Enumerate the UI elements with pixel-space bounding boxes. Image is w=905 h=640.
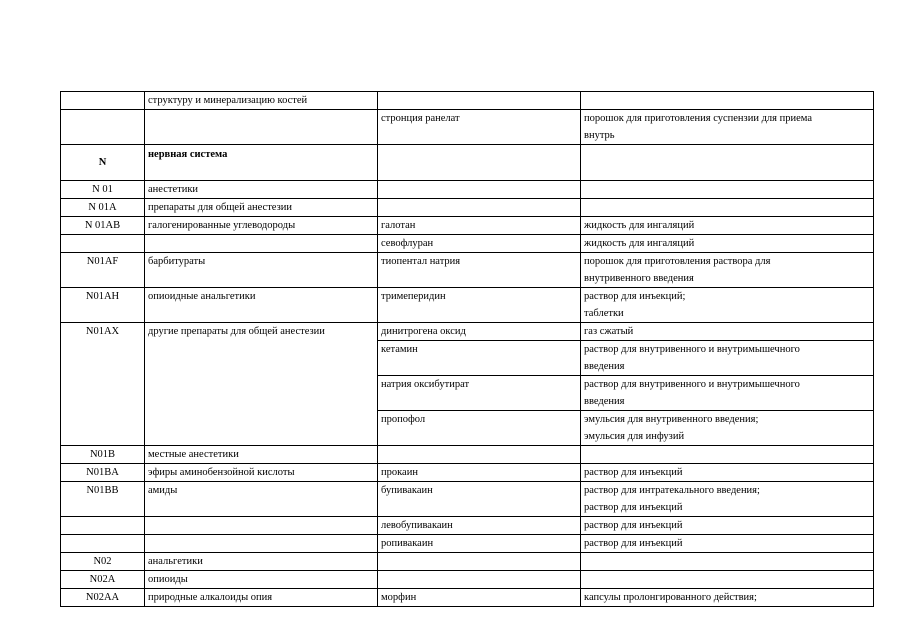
dosage-form-cell xyxy=(581,92,874,110)
anatomical-therapeutic-group-cell xyxy=(145,235,378,253)
anatomical-therapeutic-group-cell: структуру и минерализацию костей xyxy=(145,92,378,110)
drug-name-cell xyxy=(378,553,581,571)
dosage-form-cell xyxy=(581,110,874,145)
atc-code-cell: N01BA xyxy=(61,464,145,482)
table-row xyxy=(61,110,874,145)
dosage-form-cell xyxy=(581,235,874,253)
drug-name-cell xyxy=(378,446,581,464)
anatomical-therapeutic-group-cell: анестетики xyxy=(145,181,378,199)
table-row xyxy=(61,482,874,517)
drug-name-cell xyxy=(378,92,581,110)
table-row xyxy=(61,553,874,571)
anatomical-therapeutic-group-cell: галогенированные углеводороды xyxy=(145,217,378,235)
dosage-form-line: раствор для инъекций xyxy=(584,467,683,478)
drug-name-cell: прокаин xyxy=(378,464,581,482)
dosage-form-cell xyxy=(581,482,874,517)
dosage-form-line: раствор для инъекций xyxy=(584,538,683,549)
dosage-form-line: таблетки xyxy=(584,308,624,319)
drug-name-cell xyxy=(378,181,581,199)
atc-code-cell: N01B xyxy=(61,446,145,464)
drug-name-cell xyxy=(378,145,581,181)
dosage-form-line: внутривенного введения xyxy=(584,273,694,284)
atc-code-cell: N01AH xyxy=(61,288,145,323)
anatomical-therapeutic-group-cell: природные алкалоиды опия xyxy=(145,589,378,607)
table-row xyxy=(61,253,874,288)
anatomical-therapeutic-group-cell: препараты для общей анестезии xyxy=(145,199,378,217)
dosage-form-line xyxy=(584,571,870,588)
atc-code-cell: N02 xyxy=(61,553,145,571)
dosage-form-line: жидкость для ингаляций xyxy=(584,238,695,249)
drug-name-cell: морфин xyxy=(378,589,581,607)
dosage-form-cell xyxy=(581,411,874,446)
dosage-form-cell xyxy=(581,571,874,589)
dosage-form-line: жидкость для ингаляций xyxy=(584,220,695,231)
drug-name-cell: бупивакаин xyxy=(378,482,581,517)
dosage-form-line: внутрь xyxy=(584,130,615,141)
dosage-form-cell xyxy=(581,376,874,411)
atc-code-cell: N xyxy=(61,145,145,181)
dosage-form-cell xyxy=(581,553,874,571)
table-row xyxy=(61,464,874,482)
atc-code-cell xyxy=(61,517,145,535)
anatomical-therapeutic-group-cell xyxy=(145,535,378,553)
drug-name-cell: левобупивакаин xyxy=(378,517,581,535)
dosage-form-cell xyxy=(581,341,874,376)
table-row xyxy=(61,535,874,553)
anatomical-therapeutic-group-cell: барбитураты xyxy=(145,253,378,288)
anatomical-therapeutic-group-cell: местные анестетики xyxy=(145,446,378,464)
drug-name-cell: севофлуран xyxy=(378,235,581,253)
drug-classification-table xyxy=(60,91,874,607)
table-row xyxy=(61,288,874,323)
drug-name-cell: кетамин xyxy=(378,341,581,376)
dosage-form-line xyxy=(584,154,870,171)
atc-code-cell: N02A xyxy=(61,571,145,589)
atc-code-cell xyxy=(61,235,145,253)
drug-name-cell: тиопентал натрия xyxy=(378,253,581,288)
dosage-form-line xyxy=(584,553,870,570)
dosage-form-cell xyxy=(581,288,874,323)
anatomical-therapeutic-group-cell xyxy=(145,110,378,145)
dosage-form-line: введения xyxy=(584,396,625,407)
atc-code-cell: N 01A xyxy=(61,199,145,217)
table-row xyxy=(61,145,874,181)
dosage-form-line xyxy=(584,181,870,198)
drug-name-cell xyxy=(378,199,581,217)
atc-code-cell: N 01AB xyxy=(61,217,145,235)
atc-code-cell: N02AA xyxy=(61,589,145,607)
table-row xyxy=(61,181,874,199)
anatomical-therapeutic-group-cell xyxy=(145,517,378,535)
atc-code-cell xyxy=(61,535,145,553)
dosage-form-cell xyxy=(581,217,874,235)
table-row xyxy=(61,323,874,341)
atc-code-cell xyxy=(61,110,145,145)
atc-code-cell: N01BB xyxy=(61,482,145,517)
dosage-form-line: введения xyxy=(584,361,625,372)
dosage-form-line: раствор для интратекального введения; xyxy=(584,485,760,496)
dosage-form-cell xyxy=(581,535,874,553)
dosage-form-line: раствор для инъекций xyxy=(584,502,683,513)
table-body xyxy=(61,92,874,607)
dosage-form-cell xyxy=(581,323,874,341)
dosage-form-cell xyxy=(581,253,874,288)
anatomical-therapeutic-group-cell: анальгетики xyxy=(145,553,378,571)
dosage-form-line: раствор для инъекций; xyxy=(584,291,686,302)
atc-code-cell: N01AF xyxy=(61,253,145,288)
dosage-form-line: порошок для приготовления суспензии для приема xyxy=(584,113,812,124)
dosage-form-line: раствор для внутривенного и внутримышечного xyxy=(584,344,800,355)
dosage-form-line xyxy=(584,92,870,109)
drug-name-cell: тримеперидин xyxy=(378,288,581,323)
atc-code-cell: N 01 xyxy=(61,181,145,199)
dosage-form-cell xyxy=(581,181,874,199)
dosage-form-line: эмульсия для внутривенного введения; xyxy=(584,414,759,425)
dosage-form-line xyxy=(584,446,870,463)
anatomical-therapeutic-group-cell: нервная система xyxy=(145,145,378,181)
drug-name-cell: галотан xyxy=(378,217,581,235)
drug-name-cell: ропивакаин xyxy=(378,535,581,553)
dosage-form-line: капсулы пролонгированного действия; xyxy=(584,592,757,603)
dosage-form-line: раствор для инъекций xyxy=(584,520,683,531)
table-row xyxy=(61,517,874,535)
table-row xyxy=(61,199,874,217)
drug-name-cell: пропофол xyxy=(378,411,581,446)
atc-code-cell: N01AX xyxy=(61,323,145,446)
table-row xyxy=(61,92,874,110)
dosage-form-cell xyxy=(581,589,874,607)
anatomical-therapeutic-group-cell: другие препараты для общей анестезии xyxy=(145,323,378,446)
dosage-form-line xyxy=(584,199,870,216)
dosage-form-line: эмульсия для инфузий xyxy=(584,431,685,442)
anatomical-therapeutic-group-cell: эфиры аминобензойной кислоты xyxy=(145,464,378,482)
table-row xyxy=(61,589,874,607)
drug-name-cell: динитрогена оксид xyxy=(378,323,581,341)
dosage-form-cell xyxy=(581,199,874,217)
anatomical-therapeutic-group-cell: амиды xyxy=(145,482,378,517)
dosage-form-cell xyxy=(581,145,874,181)
table-row xyxy=(61,571,874,589)
anatomical-therapeutic-group-cell: опиоиды xyxy=(145,571,378,589)
drug-name-cell: стронция ранелат xyxy=(378,110,581,145)
dosage-form-cell xyxy=(581,446,874,464)
dosage-form-line: раствор для внутривенного и внутримышечного xyxy=(584,379,800,390)
atc-code-cell xyxy=(61,92,145,110)
table-row xyxy=(61,217,874,235)
dosage-form-cell xyxy=(581,517,874,535)
dosage-form-line: газ сжатый xyxy=(584,326,634,337)
dosage-form-cell xyxy=(581,464,874,482)
drug-name-cell: натрия оксибутират xyxy=(378,376,581,411)
dosage-form-line: порошок для приготовления раствора для xyxy=(584,256,771,267)
drug-name-cell xyxy=(378,571,581,589)
anatomical-therapeutic-group-cell: опиоидные анальгетики xyxy=(145,288,378,323)
table-row xyxy=(61,446,874,464)
table-row xyxy=(61,235,874,253)
